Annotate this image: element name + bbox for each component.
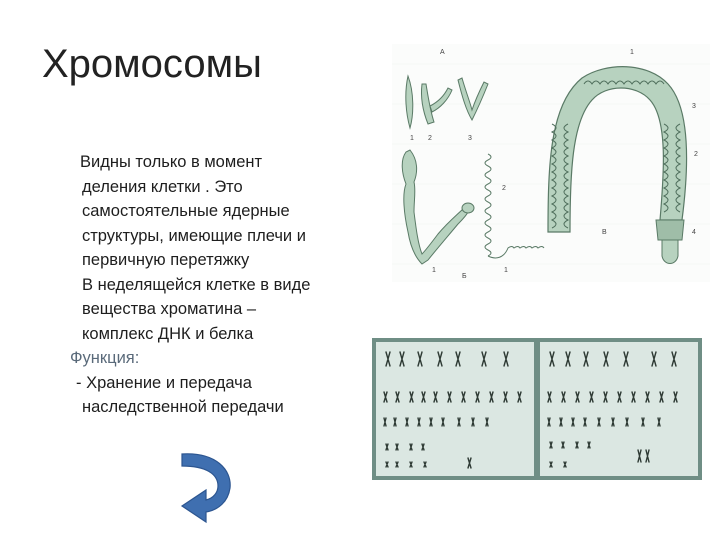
label-n3-v: 3 xyxy=(692,103,696,110)
karyotype-figure xyxy=(372,338,702,480)
label-n2: 2 xyxy=(428,135,432,142)
body-line: деления клетки . Это xyxy=(82,177,243,196)
function-label: Функция: xyxy=(70,349,140,367)
slide-body xyxy=(70,150,368,420)
body-line: комплекс ДНК и белка xyxy=(82,324,254,343)
body-line: первичную перетяжку xyxy=(82,251,250,269)
label-n2-v: 2 xyxy=(694,151,698,158)
label-n2-b: 2 xyxy=(502,185,506,192)
body-line: самостоятельные ядерные xyxy=(82,202,290,220)
body-line: структуры, имеющие плечи и xyxy=(82,226,306,245)
label-b: Б xyxy=(462,273,467,280)
body-line: вещества хроматина – xyxy=(82,300,257,318)
curved-arrow-icon xyxy=(176,448,238,524)
label-n1-c: 1 xyxy=(504,267,508,274)
label-n1-b: 1 xyxy=(432,267,436,274)
chromosome-structure-figure xyxy=(392,44,710,282)
label-a: А xyxy=(440,49,445,56)
label-v: В xyxy=(602,229,607,236)
slide-title: Хромосомы xyxy=(42,42,262,86)
label-n1-v: 1 xyxy=(630,49,634,56)
label-n1: 1 xyxy=(410,135,414,142)
label-n4-v: 4 xyxy=(692,229,696,236)
body-line: В неделящейся клетке в виде xyxy=(82,275,311,294)
label-n3: 3 xyxy=(468,135,472,142)
body-line: Видны только в момент xyxy=(80,153,263,171)
function-line: наследственной передачи xyxy=(82,398,284,416)
function-line: - Хранение и передача xyxy=(76,373,252,392)
karyotype-panel-left xyxy=(376,342,534,476)
